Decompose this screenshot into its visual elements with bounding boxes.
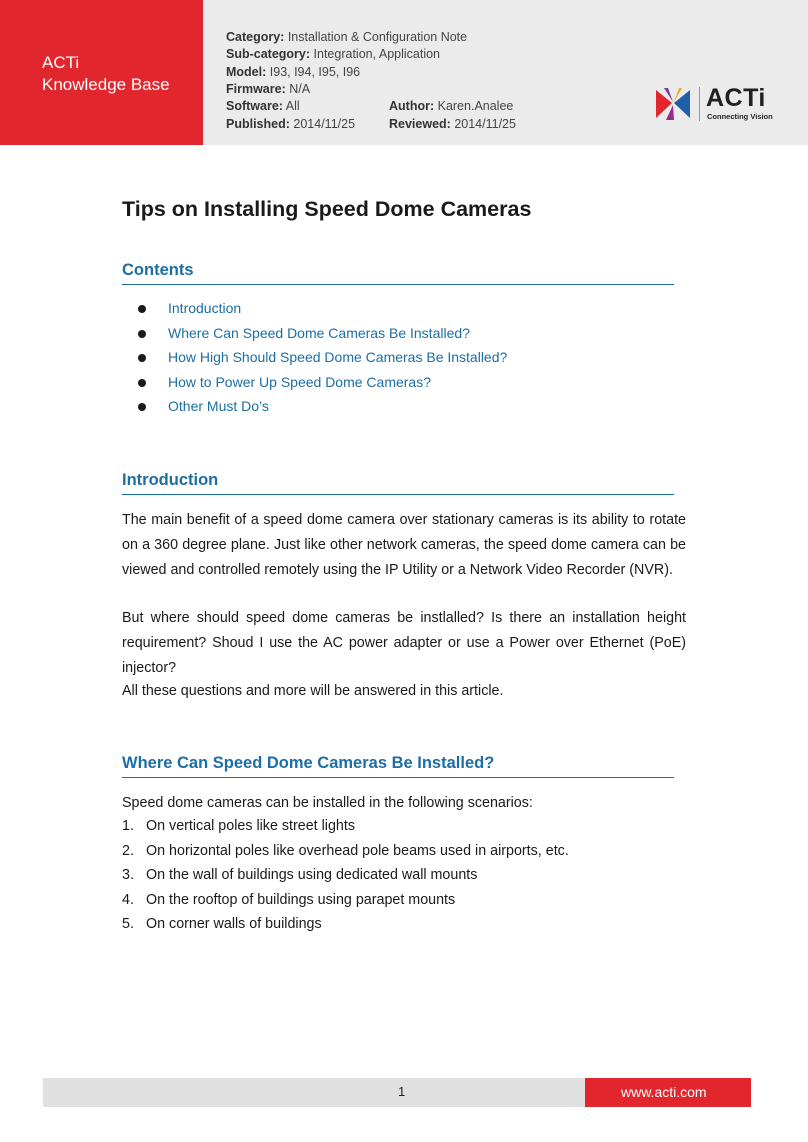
where-heading: Where Can Speed Dome Cameras Be Installed? bbox=[122, 754, 674, 778]
introduction-heading: Introduction bbox=[122, 471, 674, 495]
page-number: 1 bbox=[398, 1084, 406, 1099]
meta-category: Category: Installation & Configuration Note bbox=[226, 30, 468, 44]
bullet-icon bbox=[138, 379, 146, 387]
list-item: 4. On the rooftop of buildings using parapet mounts bbox=[122, 891, 456, 908]
toc-item-power[interactable]: How to Power Up Speed Dome Cameras? bbox=[122, 374, 507, 399]
list-item: 1. On vertical poles like street lights bbox=[122, 818, 355, 834]
acti-logo bbox=[654, 85, 774, 125]
logo-tagline: Connecting Vision bbox=[707, 112, 773, 121]
page-title: Tips on Installing Speed Dome Cameras bbox=[122, 197, 532, 221]
meta-subcategory: Sub-category: Integration, Application bbox=[226, 47, 441, 61]
bullet-icon bbox=[138, 305, 146, 313]
brand-subtitle: Knowledge Base bbox=[42, 75, 170, 94]
meta-model: Model: I93, I94, I95, I96 bbox=[226, 65, 361, 79]
toc-item-introduction[interactable]: Introduction bbox=[122, 300, 507, 325]
toc-item-must-dos[interactable]: Other Must Do’s bbox=[122, 398, 507, 423]
footer-url[interactable]: www.acti.com bbox=[621, 1084, 707, 1100]
toc-item-how-high[interactable]: How High Should Speed Dome Cameras Be Installed? bbox=[122, 349, 507, 374]
footer-bar bbox=[43, 1078, 585, 1107]
logo-word: ACTi bbox=[706, 84, 766, 112]
meta-published: Published: 2014/11/25 bbox=[226, 117, 356, 131]
list-item: 2. On horizontal poles like overhead pole beams used in airports, etc. bbox=[122, 842, 569, 859]
brand-banner bbox=[0, 0, 203, 145]
toc-item-where[interactable]: Where Can Speed Dome Cameras Be Installed? bbox=[122, 325, 507, 350]
scenario-list bbox=[122, 818, 569, 941]
brand-name: ACTi bbox=[42, 53, 80, 72]
bullet-icon bbox=[138, 403, 146, 411]
introduction-paragraph-1: The main benefit of a speed dome camera over stationary cameras is its ability to rotate on a 360 degree plane. Just like other network cameras, the speed dome camera can be viewed and controlled remotely using the IP Utility or a Network Video Recorder (NVR). bbox=[122, 512, 686, 578]
meta-firmware: Firmware: N/A bbox=[226, 82, 311, 96]
footer-url-box[interactable] bbox=[585, 1078, 751, 1107]
introduction-paragraph-3: All these questions and more will be answered in this article. bbox=[122, 683, 504, 699]
meta-author: Author: Karen.Analee bbox=[389, 99, 514, 113]
contents-heading: Contents bbox=[122, 261, 674, 285]
acti-butterfly-icon bbox=[654, 86, 694, 122]
meta-software: Software: All bbox=[226, 99, 300, 113]
contents-list bbox=[122, 300, 507, 423]
list-item: 3. On the wall of buildings using dedicated wall mounts bbox=[122, 867, 478, 883]
bullet-icon bbox=[138, 330, 146, 338]
where-intro: Speed dome cameras can be installed in the following scenarios: bbox=[122, 795, 533, 811]
introduction-paragraph-2: But where should speed dome cameras be instlalled? Is there an installation height requirement? Shoud I use the AC power adapter or use a Power over Ethernet (PoE) injector? bbox=[122, 610, 686, 676]
meta-reviewed: Reviewed: 2014/11/25 bbox=[389, 117, 516, 131]
list-item: 5. On corner walls of buildings bbox=[122, 916, 322, 932]
bullet-icon bbox=[138, 354, 146, 362]
